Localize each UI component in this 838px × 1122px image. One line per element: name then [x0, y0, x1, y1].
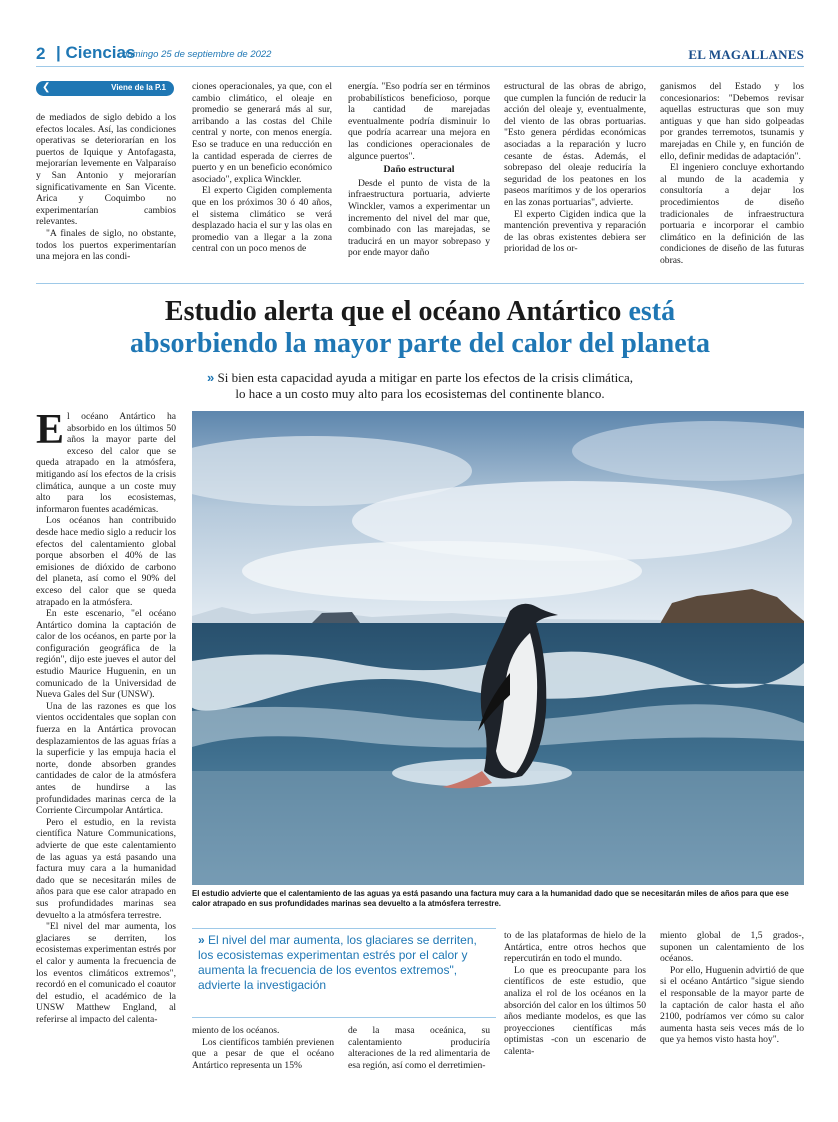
top-column-3 [348, 81, 490, 259]
paragraph: de mediados de siglo debido a los efectos locales. Así, las condiciones operativas se deteriorarían en los puertos de Iquique y Antofagasta, mejorarían levemente en Valparaíso y San Antonio y mejorarían significativamente en San Vicente. Arica y Coquimbo no experimentarían cambios relevantes. [36, 112, 176, 228]
top-column-1 [36, 112, 176, 263]
paragraph: estructural de las obras de abrigo, que cumplen la función de reducir la acción del oleaje y, eventualmente, del viento de las obras portuarias. "Esto genera pérdidas económicas asociadas a la reparación y lucro cesante de éstas. Además, el sobrepaso del oleaje reduciría la seguridad de los peatones en los paseos marítimos y de los operarios en las zonas portuarias", advierte. [504, 81, 646, 208]
bottom-column-4 [504, 930, 646, 1058]
paragraph: to de las plataformas de hielo de la Antártica, entre otros hechos que repercutirán en todo el mundo. [504, 930, 646, 965]
pull-quote-text: » El nivel del mar aumenta, los glaciares se derriten, los ecosistemas experimentan estrés por el calor y aumenta la frecuencia de los eventos extremos", advierte la investigación [198, 933, 477, 992]
chevron-left-icon: ❮ [42, 82, 51, 93]
paragraph: ciones operacionales, ya que, con el cambio climático, el oleaje en promedio se generará más al sur, arribando a las costas del Chile central y norte, con menos energía. Eso se traduce en una reducción en la cantidad esperada de cierres de puerto y en un beneficio económico asociado", explica Winckler. [192, 81, 332, 185]
newspaper-brand: EL MAGALLANES [688, 47, 804, 62]
double-chevron-right-icon: » [207, 370, 215, 385]
article-left-column [36, 407, 176, 1025]
paragraph: de la masa oceánica, su calentamiento produciría alteraciones de la red alimentaria de esa región, así como el derretimien- [348, 1025, 490, 1071]
paragraph: El experto Cigiden indica que la mantención preventiva y reparación de las obras existentes debiera ser prioridad de los or- [504, 208, 646, 255]
paragraph: miento global de 1,5 grados-, suponen un calentamiento de los océanos. [660, 930, 804, 965]
continued-from-label: Viene de la P.1 [111, 83, 166, 92]
article-divider [36, 283, 804, 284]
penguin-photo [192, 411, 804, 885]
subhead-dano-estructural: Daño estructural [383, 164, 455, 176]
section-name: | Ciencias [56, 43, 136, 62]
paragraph: energía. "Eso podría ser en términos probabilísticos beneficioso, porque la cantidad de marejadas eventualmente podría disminuir lo que podría acarrear una mejora en las condiciones operacionales de algunce puertos". [348, 81, 490, 162]
page-header [36, 44, 804, 66]
page-number: 2 [36, 44, 46, 63]
paragraph: "El nivel del mar aumenta, los glaciares se derriten, los ecosistemas experimentan estrés por el calor y aumenta la frecuencia de los eventos climáticos extremos", recordó en el comunicado el coautor del estudio, el académico de la UNSW Matthew England, al referirse al impacto del calenta- [36, 921, 176, 1025]
paragraph: El ingeniero concluye exhortando al mundo de la academia y consultoría a dejar los procedimientos de diseño tradicionales de infraestructura portuaria e incorporar el cambio climático en la definición de las condiciones de diseño de las futuras obras. [660, 162, 804, 266]
drop-cap: E [36, 407, 65, 453]
top-column-2 [192, 81, 332, 255]
deck: » Si bien esta capacidad ayuda a mitigar en parte los efectos de la crisis climática, lo hace a un costo muy alto para los ecosistemas del continente blanco. [207, 370, 633, 401]
photo-caption: El estudio advierte que el calentamiento de las aguas ya está pasando una factura muy cara a la humanidad dado que se necesitarán miles de años para que ese calor atrapado en sus profundidades marinas sea devuelto a la atmósfera terrestre. [192, 889, 789, 908]
double-chevron-right-icon: » [198, 933, 205, 947]
lead-paragraph: El océano Antártico ha absorbido en los últimos 50 años la mayor parte del exceso del calor que se queda atrapado en la atmósfera, mitigando así los efectos de la crisis climática, aunque a un coste muy alto para los ecosistemas, informaron fuentes académicas. [36, 407, 176, 515]
paragraph: Los científicos también previenen que a pesar de que el océano Antártico representa un 15% [192, 1036, 334, 1071]
header-rule [36, 66, 804, 67]
paragraph: Por ello, Huguenin advirtió de que si el océano Antártico "sigue siendo el responsable de la mayor parte de la captación de calor hasta el año 2100, podríamos ver cómo su calor aumenta hasta seis veces más de lo que ya hemos visto hasta hoy". [660, 964, 804, 1046]
bottom-column-2 [192, 1025, 334, 1071]
paragraph: En este escenario, "el océano Antártico domina la captación de calor de los océanos, en parte por la configuración geográfica de la región", dijo este jueves el autor del estudio Maurice Huguenin, en un comunicado de la Universidad de Nueva Gales del Sur (UNSW). [36, 608, 176, 701]
bottom-column-3 [348, 1025, 490, 1071]
pull-quote [192, 928, 496, 1018]
headline: Estudio alerta que el océano Antártico está absorbiendo la mayor parte del calor del planeta [130, 296, 710, 359]
paragraph: Pero el estudio, en la revista científica Nature Communications, advierte de que este calentamiento de las aguas ya está pasando una factura muy cara a la humanidad dado que se necesitarán miles de años para que ese calor atrapado en sus profundidades marinas sea devuelto a la atmósfera terrestre. [36, 816, 176, 921]
top-column-4 [504, 81, 646, 255]
paragraph: ganismos del Estado y los concesionarios: "Debemos revisar aquellas estructuras que son muy antiguas y que han sido golpeadas por grandes terremotos, tsunamis y marejadas en Chile y, en función de ello, definir medidas de adaptación". [660, 81, 804, 162]
top-column-5 [660, 81, 804, 267]
issue-date: domingo 25 de septiembre de 2022 [122, 49, 272, 60]
penguin-photo-illustration [192, 411, 804, 885]
paragraph: Una de las razones es que los vientos occidentales que soplan con fuerza en la Antártica provocan desplazamientos de las aguas frías a la superficie y las empuja hacia el norte, donde absorben grandes cantidades de calor de la atmósfera antes de hundirse a las profundidades marinas cerca de la Corriente Circumpolar Antártica. [36, 700, 176, 817]
continued-from-badge[interactable] [36, 81, 174, 96]
paragraph: El experto Cigiden complementa que en los próximos 30 ó 40 años, el sistema climático se verá desplazado hacia el sur y las olas en promedio van a llegar a la zona central con un poco menos de [192, 185, 332, 255]
paragraph: Desde el punto de vista de la infraestructura portuaria, advierte Winckler, vamos a experimentar un incremento del nivel del mar que, combinado con las marejadas, se traducirá en un mayor sobrepaso y por ende mayor daño [348, 177, 490, 259]
paragraph: "A finales de siglo, no obstante, todos los puertos experimentarían una mejora en las condi- [36, 227, 176, 263]
paragraph: miento de los océanos. [192, 1025, 280, 1036]
bottom-column-5 [660, 930, 804, 1046]
paragraph: Lo que es preocupante para los científicos de este estudio, que analiza el rol de los océanos en la absorción del calor en los últimos 50 años mediante modelos, es que las proyecciones científicas más optimistas -con un escenario de calenta- [504, 964, 646, 1057]
paragraph: Los océanos han contribuido desde hace medio siglo a reducir los efectos del calentamiento global porque absorben el 40% de las emisiones de dióxido de carbono del planeta, así como el 90% del exceso del calor que se queda atrapado en la atmósfera. [36, 515, 176, 608]
